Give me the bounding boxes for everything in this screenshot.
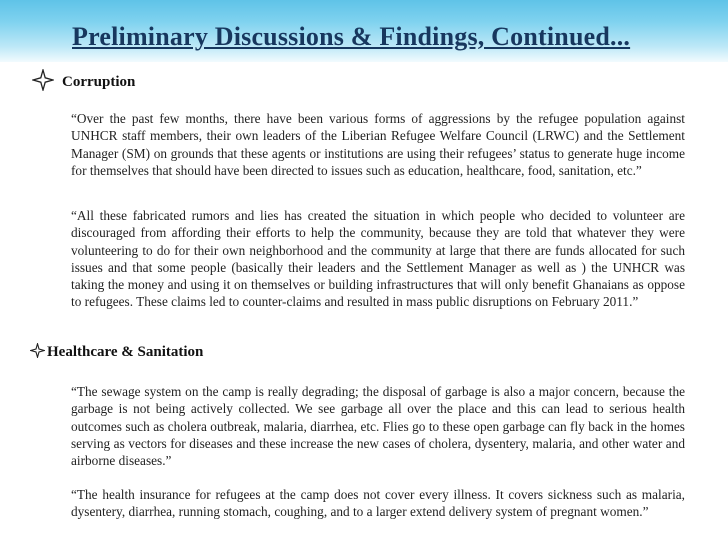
slide-title: Preliminary Discussions & Findings, Continued... — [72, 22, 631, 51]
quote-paragraph: “The sewage system on the camp is really degrading; the disposal of garbage is also a major concern, because the garbage is not being actively collected. We see garbage all over the place and this can lead to serious health outcomes such as cholera outbreak, malaria, diarrhea, etc. Flies go to these open garbage can fly back in the homes serving as vectors for diseases and these increase the new cases of cholera, dysentery, malaria, and other water and airborne diseases.” — [71, 384, 685, 469]
section-heading-healthcare — [30, 343, 203, 361]
quote-paragraph: “Over the past few months, there have been various forms of aggressions by the refugee population against UNHCR staff members, their own leaders of the Liberian Refugee Welfare Council (LRWC) and the Settlement Manager (SM) on grounds that these agents or institutions are using their refugees’ status to generate huge income for themselves that should have been directed to issues such as education, healthcare, food, sanitation, etc.” — [71, 111, 685, 178]
quote-paragraph: “All these fabricated rumors and lies has created the situation in which people who decided to volunteer are discouraged from affording their efforts to help the community, because they are told that whatever they were volunteering to do for their own neighborhood and the community at large that there are funds allocated for such issues and that some people (basically their leaders and the Settlement Manager as well as ) the UNHCR was taking the money and using it on themselves or building infrastructures that will only benefit Ghanaians as oppose to refugees. These claims led to counter-claims and resulted in mass public disruptions on February 2011.” — [71, 208, 685, 310]
section-heading-label: Corruption — [62, 74, 136, 90]
section-heading-label: Healthcare & Sanitation — [47, 344, 204, 360]
quote-paragraph: “The health insurance for refugees at the camp does not cover every illness. It covers sickness such as malaria, dysentery, diarrhea, running stomach, coughing, and to a larger extend delivery system of pregnant women.” — [71, 487, 685, 520]
section-heading-corruption — [32, 69, 135, 91]
four-point-star-icon — [30, 343, 45, 358]
four-point-star-icon — [32, 69, 54, 91]
